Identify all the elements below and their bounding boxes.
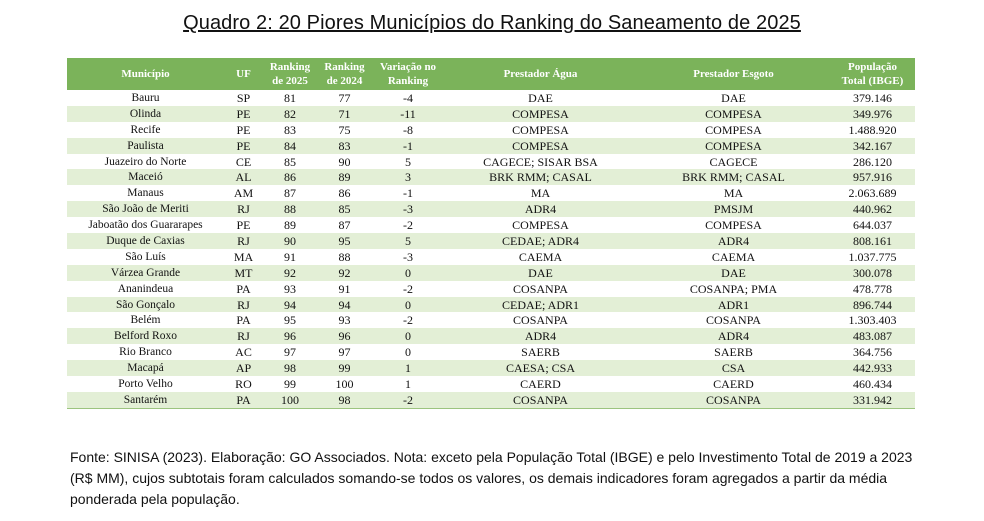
- cell-ranking-2024: 94: [317, 297, 372, 313]
- cell-ranking-2025: 96: [263, 328, 317, 344]
- cell-municipio: Olinda: [67, 106, 224, 122]
- cell-uf: AC: [235, 345, 252, 360]
- cell-variacao: -2: [403, 313, 413, 328]
- cell-variacao: -1: [403, 186, 413, 201]
- cell-ranking-2024: 96: [317, 328, 372, 344]
- cell-prestador-esgoto: CAGECE: [709, 154, 758, 169]
- cell-ranking-2024: 85: [317, 201, 372, 217]
- cell-prestador-esgoto: SAERB: [714, 345, 753, 360]
- cell-ranking-2024: 75: [338, 122, 351, 137]
- cell-ranking-2025: 84: [263, 138, 317, 154]
- header-uf: UF: [224, 58, 263, 90]
- cell-ranking-2024: 95: [317, 233, 372, 249]
- cell-variacao: -3: [372, 201, 444, 217]
- cell-prestador-agua: COMPESA: [444, 138, 637, 154]
- cell-prestador-agua: COMPESA: [512, 218, 569, 233]
- cell-prestador-esgoto: CAEMA: [711, 249, 756, 264]
- cell-ranking-2025: 83: [284, 122, 296, 137]
- table-row: [67, 154, 915, 170]
- cell-ranking-2025: 86: [263, 169, 317, 185]
- cell-ranking-2025: 87: [284, 186, 296, 201]
- cell-prestador-agua: ADR4: [444, 201, 637, 217]
- cell-uf: PE: [224, 138, 263, 154]
- page-title: Quadro 2: 20 Piores Municípios do Ranking do Saneamento de 2025: [183, 12, 801, 34]
- cell-variacao: -2: [403, 281, 413, 296]
- cell-ranking-2024: 93: [338, 313, 351, 328]
- cell-uf: AM: [233, 186, 254, 201]
- cell-ranking-2024: 90: [338, 154, 351, 169]
- cell-municipio: Belém: [130, 314, 161, 327]
- header-municipio: Município: [67, 58, 224, 90]
- table-row: [67, 106, 915, 122]
- table-row: [67, 376, 915, 392]
- cell-uf: AP: [224, 360, 263, 376]
- cell-ranking-2025: 93: [284, 281, 296, 296]
- cell-prestador-esgoto: CSA: [637, 360, 830, 376]
- cell-prestador-agua: CEDAE; ADR4: [444, 233, 637, 249]
- cell-prestador-agua: DAE: [444, 265, 637, 281]
- cell-prestador-agua: COMPESA: [444, 106, 637, 122]
- cell-populacao: 896.744: [830, 297, 915, 313]
- cell-prestador-agua: COMPESA: [512, 122, 569, 137]
- cell-prestador-agua: CAERD: [520, 376, 561, 391]
- cell-populacao: 1.488.920: [848, 122, 897, 137]
- header-populacao: População Total (IBGE): [830, 58, 915, 90]
- cell-uf: CE: [235, 154, 252, 169]
- table-row: [67, 344, 915, 360]
- cell-populacao: 300.078: [830, 265, 915, 281]
- table-row: [67, 138, 915, 154]
- cell-prestador-esgoto: COSANPA; PMA: [689, 281, 778, 296]
- cell-prestador-esgoto: MA: [723, 186, 744, 201]
- cell-variacao: 0: [405, 345, 411, 360]
- cell-uf: SP: [236, 90, 251, 105]
- cell-uf: RO: [235, 376, 252, 391]
- cell-uf: AL: [224, 169, 263, 185]
- cell-ranking-2024: 99: [317, 360, 372, 376]
- cell-municipio: Recife: [130, 123, 161, 136]
- cell-variacao: 0: [372, 328, 444, 344]
- cell-uf: PE: [236, 218, 251, 233]
- cell-municipio: Manaus: [127, 187, 164, 200]
- cell-prestador-agua: BRK RMM; CASAL: [444, 169, 637, 185]
- cell-variacao: -2: [372, 392, 444, 408]
- cell-municipio: São João de Meriti: [67, 201, 224, 217]
- cell-ranking-2025: 92: [263, 265, 317, 281]
- table-row: [67, 265, 915, 281]
- cell-uf: MT: [224, 265, 263, 281]
- cell-municipio: Várzea Grande: [67, 265, 224, 281]
- cell-variacao: -4: [403, 90, 413, 105]
- cell-prestador-agua: CEDAE; ADR1: [444, 297, 637, 313]
- cell-prestador-esgoto: COMPESA: [705, 122, 762, 137]
- table-row: [67, 217, 915, 233]
- cell-municipio: Macapá: [67, 360, 224, 376]
- cell-uf: PE: [224, 106, 263, 122]
- cell-variacao: -11: [372, 106, 444, 122]
- cell-ranking-2025: 95: [284, 313, 296, 328]
- cell-prestador-esgoto: COMPESA: [637, 138, 830, 154]
- cell-variacao: 0: [372, 265, 444, 281]
- cell-municipio: Belford Roxo: [67, 328, 224, 344]
- cell-variacao: 5: [405, 154, 411, 169]
- cell-ranking-2025: 89: [284, 218, 296, 233]
- cell-municipio: Rio Branco: [119, 346, 172, 359]
- table-row: [67, 169, 915, 185]
- header-ranking-2025: Ranking de 2025: [263, 58, 317, 90]
- table-row: [67, 360, 915, 376]
- table-row: [67, 328, 915, 344]
- cell-prestador-esgoto: BRK RMM; CASAL: [637, 169, 830, 185]
- cell-prestador-agua: CAGECE; SISAR BSA: [483, 154, 598, 169]
- cell-prestador-esgoto: ADR4: [637, 328, 830, 344]
- cell-populacao: 808.161: [830, 233, 915, 249]
- cell-uf: PE: [236, 122, 251, 137]
- cell-uf: RJ: [224, 328, 263, 344]
- cell-populacao: 2.063.689: [848, 186, 897, 201]
- cell-prestador-esgoto: DAE: [721, 90, 746, 105]
- cell-ranking-2025: 81: [284, 90, 296, 105]
- cell-ranking-2025: 94: [263, 297, 317, 313]
- table-row: [67, 201, 915, 217]
- table-row: [67, 312, 915, 328]
- cell-populacao: 478.778: [853, 281, 892, 296]
- cell-municipio: Ananindeua: [117, 282, 174, 295]
- cell-ranking-2024: 100: [335, 376, 354, 391]
- cell-prestador-esgoto: COSANPA: [706, 313, 761, 328]
- cell-ranking-2025: 90: [263, 233, 317, 249]
- cell-prestador-esgoto: COMPESA: [705, 218, 762, 233]
- cell-populacao: 644.037: [853, 218, 892, 233]
- cell-populacao: 342.167: [830, 138, 915, 154]
- cell-municipio: São Luís: [125, 250, 166, 263]
- cell-populacao: 442.933: [830, 360, 915, 376]
- cell-uf: MA: [233, 249, 254, 264]
- cell-populacao: 440.962: [830, 201, 915, 217]
- cell-ranking-2025: 85: [284, 154, 296, 169]
- cell-ranking-2024: 88: [338, 249, 351, 264]
- header-prestador-agua: Prestador Água: [444, 58, 637, 90]
- cell-variacao: 1: [372, 360, 444, 376]
- cell-prestador-agua: COSANPA: [513, 281, 568, 296]
- cell-uf: RJ: [224, 201, 263, 217]
- cell-ranking-2024: 89: [317, 169, 372, 185]
- header-variacao: Variação no Ranking: [372, 58, 444, 90]
- cell-populacao: 349.976: [830, 106, 915, 122]
- cell-ranking-2025: 100: [263, 392, 317, 408]
- footnote: Fonte: SINISA (2023). Elaboração: GO Associados. Nota: exceto pela População Total (IBGE) e pelo Investimento Total de 2019 a 2023 (R$ MM), cujos subtotais foram calculados somando-se todos os valores, os demais indicadores foram agregados a partir da média ponderada pela população.: [70, 449, 913, 507]
- cell-municipio: Paulista: [67, 138, 224, 154]
- cell-municipio: Bauru: [131, 91, 160, 104]
- cell-prestador-esgoto: PMSJM: [637, 201, 830, 217]
- cell-variacao: -1: [372, 138, 444, 154]
- table-row: [67, 297, 915, 313]
- table-row: [67, 233, 915, 249]
- cell-populacao: 379.146: [853, 90, 892, 105]
- table-row: [67, 392, 915, 408]
- cell-prestador-esgoto: ADR4: [637, 233, 830, 249]
- cell-municipio: Jaboatão dos Guararapes: [88, 219, 203, 232]
- cell-uf: PA: [224, 392, 263, 408]
- table-body: [67, 90, 915, 408]
- cell-ranking-2024: 97: [338, 345, 351, 360]
- cell-prestador-agua: CAESA; CSA: [444, 360, 637, 376]
- cell-uf: PA: [236, 313, 251, 328]
- cell-ranking-2025: 97: [284, 345, 296, 360]
- table-row: [67, 249, 915, 265]
- cell-ranking-2024: 71: [317, 106, 372, 122]
- cell-ranking-2024: 87: [338, 218, 351, 233]
- cell-variacao: 1: [405, 376, 411, 391]
- cell-variacao: 0: [372, 297, 444, 313]
- cell-populacao: 957.916: [830, 169, 915, 185]
- cell-prestador-agua: COSANPA: [513, 313, 568, 328]
- cell-prestador-esgoto: ADR1: [637, 297, 830, 313]
- table-row: [67, 122, 915, 138]
- cell-prestador-agua: CAEMA: [518, 249, 563, 264]
- cell-variacao: -3: [403, 249, 413, 264]
- cell-municipio: Porto Velho: [118, 377, 173, 390]
- cell-prestador-agua: DAE: [528, 90, 553, 105]
- cell-ranking-2024: 92: [317, 265, 372, 281]
- header-ranking-2024: Ranking de 2024: [317, 58, 372, 90]
- table-row: [67, 90, 915, 106]
- cell-municipio: São Gonçalo: [67, 297, 224, 313]
- cell-variacao: -2: [403, 218, 413, 233]
- cell-ranking-2024: 77: [338, 90, 351, 105]
- cell-prestador-esgoto: COSANPA: [637, 392, 830, 408]
- cell-uf: RJ: [224, 297, 263, 313]
- cell-populacao: 1.303.403: [848, 313, 897, 328]
- cell-uf: RJ: [224, 233, 263, 249]
- ranking-table: [67, 58, 915, 409]
- cell-municipio: Duque de Caxias: [67, 233, 224, 249]
- cell-prestador-agua: COSANPA: [444, 392, 637, 408]
- cell-ranking-2024: 86: [338, 186, 351, 201]
- cell-ranking-2025: 91: [284, 249, 296, 264]
- cell-ranking-2025: 98: [263, 360, 317, 376]
- cell-ranking-2025: 99: [284, 376, 296, 391]
- cell-municipio: Maceió: [67, 169, 224, 185]
- table-header-row: [67, 58, 915, 90]
- header-prestador-esgoto: Prestador Esgoto: [637, 58, 830, 90]
- cell-prestador-agua: MA: [530, 186, 551, 201]
- cell-variacao: 5: [372, 233, 444, 249]
- cell-ranking-2024: 91: [338, 281, 351, 296]
- cell-populacao: 286.120: [853, 154, 892, 169]
- table-row: [67, 281, 915, 297]
- cell-populacao: 483.087: [830, 328, 915, 344]
- cell-variacao: 3: [372, 169, 444, 185]
- cell-municipio: Santarém: [67, 392, 224, 408]
- cell-uf: PA: [236, 281, 251, 296]
- table-row: [67, 185, 915, 201]
- cell-populacao: 331.942: [830, 392, 915, 408]
- cell-ranking-2025: 88: [263, 201, 317, 217]
- cell-prestador-esgoto: DAE: [637, 265, 830, 281]
- cell-ranking-2024: 83: [317, 138, 372, 154]
- cell-populacao: 1.037.775: [848, 249, 897, 264]
- cell-populacao: 364.756: [853, 345, 892, 360]
- cell-prestador-agua: ADR4: [444, 328, 637, 344]
- cell-prestador-esgoto: COMPESA: [637, 106, 830, 122]
- cell-prestador-agua: SAERB: [521, 345, 560, 360]
- cell-ranking-2025: 82: [263, 106, 317, 122]
- cell-municipio: Juazeiro do Norte: [104, 155, 187, 168]
- cell-populacao: 460.434: [853, 376, 892, 391]
- cell-ranking-2024: 98: [317, 392, 372, 408]
- cell-variacao: -8: [403, 122, 413, 137]
- cell-prestador-esgoto: CAERD: [713, 376, 754, 391]
